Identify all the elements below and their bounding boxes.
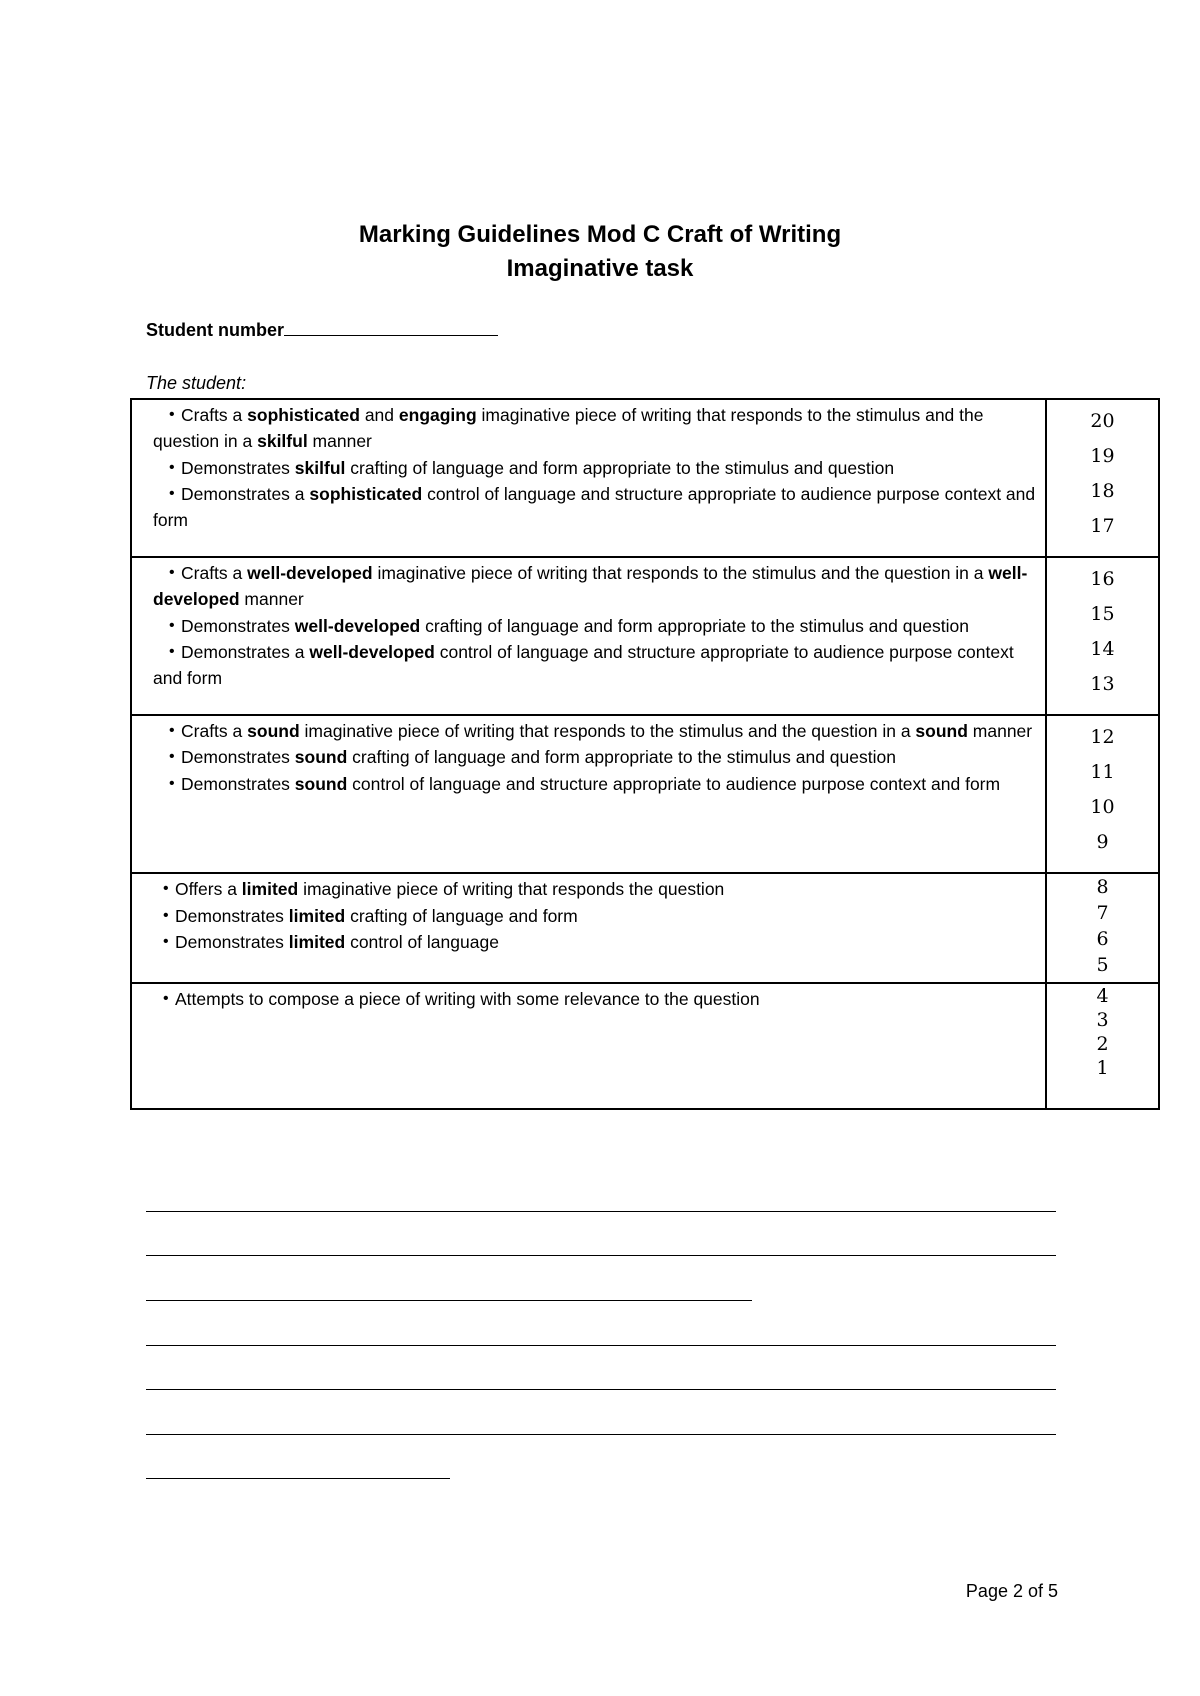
mark-value: 8 <box>1096 876 1109 898</box>
criterion-keyword: sound <box>294 747 348 768</box>
criterion-item <box>175 929 1041 956</box>
criterion-item <box>153 481 1041 534</box>
writing-line[interactable] <box>146 1255 1056 1256</box>
criterion-text: crafting of language and form appropriate to the stimulus and question <box>420 615 969 636</box>
criterion-text: Offers a <box>175 879 242 899</box>
criteria-list <box>175 718 1041 797</box>
criterion-keyword: limited <box>288 932 346 952</box>
criterion-text: Crafts a <box>181 563 248 583</box>
mark-value: 7 <box>1096 902 1109 924</box>
criterion-item <box>175 903 1041 930</box>
student-number-label: Student number <box>146 320 284 340</box>
criterion-keyword: limited <box>288 905 346 926</box>
criterion-text: control of language and structure appropriate to audience purpose context and form <box>153 483 1036 531</box>
mark-value: 16 <box>1090 568 1115 590</box>
rubric-band <box>131 715 1159 873</box>
criterion-keyword: well-developed <box>309 641 435 662</box>
mark-value: 3 <box>1096 1009 1109 1031</box>
band-marks <box>1046 873 1159 983</box>
criterion-text: imaginative piece of writing that responds to the stimulus and the question in a <box>153 405 984 452</box>
writing-line[interactable] <box>146 1434 1056 1435</box>
criterion-item <box>153 560 1041 613</box>
criterion-item <box>175 986 1041 1013</box>
band-marks <box>1046 715 1159 873</box>
page-number: Page 2 of 5 <box>965 1581 1058 1601</box>
band-criteria <box>131 557 1046 715</box>
criterion-item <box>153 455 1041 481</box>
writing-line[interactable] <box>146 1389 1056 1390</box>
criterion-keyword: well-developed <box>247 563 373 583</box>
mark-value: 14 <box>1090 638 1115 660</box>
criterion-keyword: skilful <box>257 431 308 452</box>
criterion-text: Demonstrates <box>181 457 295 478</box>
criterion-text: Demonstrates a <box>181 641 310 662</box>
writing-line[interactable] <box>146 1300 752 1301</box>
criterion-item <box>153 771 1041 797</box>
criterion-keyword: skilful <box>294 457 346 478</box>
mark-value: 10 <box>1090 796 1115 818</box>
criterion-keyword: well-developed <box>153 563 1028 610</box>
mark-value: 2 <box>1096 1033 1109 1055</box>
criteria-list <box>153 402 1041 533</box>
mark-value: 5 <box>1096 954 1109 976</box>
title-line-1: Marking Guidelines Mod C Craft of Writing <box>358 221 842 248</box>
criteria-list <box>153 560 1041 691</box>
criterion-text: crafting of language and form <box>345 905 578 926</box>
mark-value: 13 <box>1090 673 1115 695</box>
writing-line[interactable] <box>146 1478 450 1479</box>
criterion-text: Demonstrates <box>181 747 295 768</box>
student-number-blank[interactable] <box>284 321 498 336</box>
criterion-keyword: sound <box>247 721 300 741</box>
criterion-text: imaginative piece of writing that responds the question <box>298 879 725 899</box>
criterion-keyword: sound <box>294 773 348 794</box>
criterion-text: Crafts a <box>181 721 248 741</box>
criterion-keyword: well-developed <box>294 615 421 636</box>
criterion-keyword: sophisticated <box>247 405 360 425</box>
criterion-item <box>175 876 1041 903</box>
criteria-list <box>175 876 1041 956</box>
criterion-keyword: sound <box>915 721 968 741</box>
criterion-item <box>153 744 1041 770</box>
criterion-text: imaginative piece of writing that responds to the stimulus and the question in a <box>372 563 989 583</box>
criterion-text: Demonstrates <box>175 905 289 926</box>
criterion-text: crafting of language and form appropriate to the stimulus and question <box>347 747 896 768</box>
criterion-text: Attempts to compose a piece of writing with some relevance to the question <box>175 989 760 1009</box>
writing-line[interactable] <box>146 1345 1056 1346</box>
writing-line[interactable] <box>146 1211 1056 1212</box>
mark-value: 15 <box>1090 603 1115 625</box>
criterion-text: crafting of language and form appropriate to the stimulus and question <box>345 457 895 478</box>
band-marks <box>1046 983 1159 1109</box>
mark-value: 18 <box>1090 480 1115 502</box>
rubric-band <box>131 399 1159 557</box>
criterion-text: manner <box>307 431 372 452</box>
band-criteria <box>131 873 1046 983</box>
band-criteria <box>131 715 1046 873</box>
criterion-item <box>153 613 1041 639</box>
title-line-2: Imaginative task <box>506 255 694 282</box>
criterion-text: Demonstrates a <box>181 483 310 504</box>
intro-text: The student: <box>146 373 247 393</box>
criterion-keyword: sophisticated <box>309 483 423 504</box>
rubric-band <box>131 983 1159 1109</box>
page-title <box>0 218 1200 286</box>
mark-value: 17 <box>1090 515 1115 537</box>
rubric-band <box>131 557 1159 715</box>
criterion-text: control of language <box>345 932 499 952</box>
band-marks <box>1046 557 1159 715</box>
criterion-item <box>153 402 1041 455</box>
criterion-text: Demonstrates <box>181 773 295 794</box>
mark-value: 4 <box>1096 985 1109 1007</box>
criterion-text: manner <box>967 721 1033 741</box>
criterion-keyword: engaging <box>398 405 477 425</box>
criterion-text: and <box>359 405 399 425</box>
criteria-list <box>175 986 1041 1013</box>
criterion-text: Crafts a <box>181 405 248 425</box>
mark-value: 6 <box>1096 928 1109 950</box>
criterion-item <box>153 639 1041 692</box>
criterion-text: manner <box>239 589 304 610</box>
mark-value: 11 <box>1090 761 1115 783</box>
criterion-item <box>153 718 1041 744</box>
band-criteria <box>131 983 1046 1109</box>
mark-value: 12 <box>1090 726 1115 748</box>
band-criteria <box>131 399 1046 557</box>
student-number-field[interactable] <box>146 320 498 341</box>
criterion-text: imaginative piece of writing that responds to the stimulus and the question in a <box>299 721 916 741</box>
criterion-text: control of language and structure appropriate to audience purpose context and form <box>347 773 1001 794</box>
criterion-text: Demonstrates <box>181 615 295 636</box>
mark-value: 1 <box>1096 1057 1109 1079</box>
marking-rubric <box>130 398 1160 1110</box>
band-marks <box>1046 399 1159 557</box>
mark-value: 20 <box>1090 410 1115 432</box>
mark-value: 9 <box>1096 831 1109 853</box>
criterion-text: control of language and structure appropriate to audience purpose context and form <box>153 641 1014 689</box>
criterion-text: Demonstrates <box>175 932 289 952</box>
mark-value: 19 <box>1090 445 1115 467</box>
rubric-band <box>131 873 1159 983</box>
criterion-keyword: limited <box>241 879 299 899</box>
